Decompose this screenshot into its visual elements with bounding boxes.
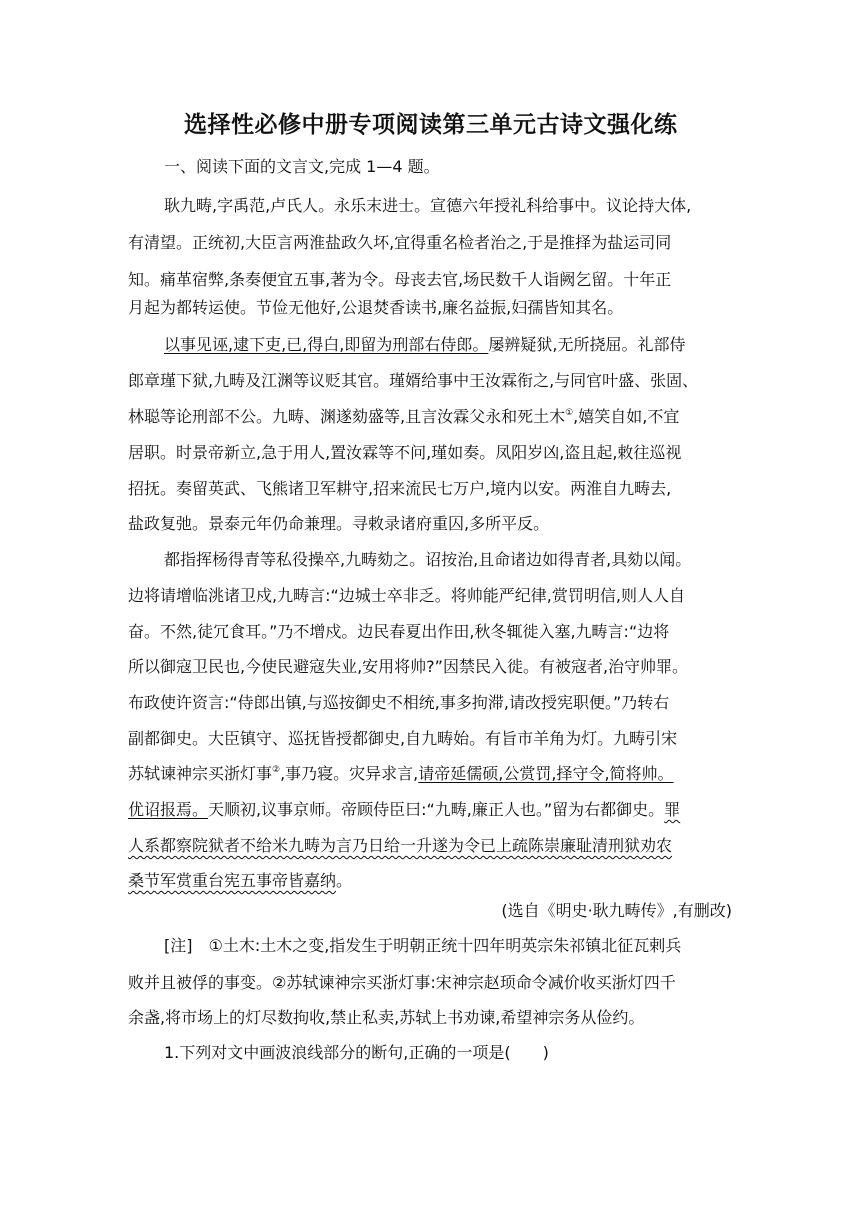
paragraph-1-line-3: 知。痛革宿弊,条奏便宜五事,著为令。母丧去官,场民数千人诣阙乞留。十年正	[128, 270, 672, 289]
text-run: 。	[336, 871, 353, 890]
source-citation: (选自《明史·耿九畴传》,有删改)	[501, 901, 732, 920]
notes-line-1: [注] ①土木:土木之变,指发生于明朝正统十四年明英宗朱祁镇北征瓦剌兵	[164, 936, 682, 955]
paragraph-3-line-3: 奋。不然,徒冗食耳。”乃不增戍。边民春夏出作田,秋冬辄徙入塞,九畴言:“边将	[128, 622, 670, 641]
wavy-underlined-passage-end: 桑节军赏重台宪五事帝皆嘉纳	[128, 871, 337, 890]
paragraph-3-line-4: 所以御寇卫民也,今使民避寇失业,安用将帅?”因禁民入徙。有被寇者,治守帅罪。	[128, 657, 689, 676]
text-run: ,事乃寝。灾异求言,	[280, 764, 419, 783]
paragraph-1-line-4: 月起为都转运使。节俭无他好,公退焚香读书,廉名益振,妇孺皆知其名。	[128, 298, 624, 317]
paragraph-2-line-1	[164, 335, 685, 355]
text-run: 天顺初,议事京师。帝顾侍臣曰:“九畴,廉正人也。”留为右都御史。	[208, 800, 665, 819]
text-run: 苏轼谏神宗买浙灯事	[128, 764, 273, 783]
paragraph-3-line-9	[128, 836, 672, 856]
paragraph-1-line-1: 耿九畴,字禹范,卢氏人。永乐末进士。宣德六年授礼科给事中。议论持大体,	[164, 196, 692, 215]
text-run: 屡辨疑狱,无所挠屈。礼部侍	[488, 335, 686, 354]
paragraph-3-line-6: 副都御史。大臣镇守、巡抚皆授都御史,自九畴始。有旨市羊角为灯。九畴引宋	[128, 729, 678, 748]
text-run: 林聪等论刑部不公。九畴、渊遂劾盛等,且言汝霖父永和死土木	[128, 407, 566, 426]
underlined-sentence-2: 请帝延儒硕,公赏罚,择守令,简将帅。	[418, 764, 674, 783]
paragraph-2-line-4: 居职。时景帝新立,急于用人,置汝霖等不问,瑾如奏。凤阳岁凶,盗且起,敕往巡视	[128, 443, 682, 462]
paragraph-3-line-1: 都指挥杨得青等私役操卒,九畴劾之。诏按治,且命诸边如得青者,具劾以闻。	[164, 550, 692, 569]
paragraph-3-line-2: 边将请增临洮诸卫戍,九畴言:“边城士卒非乏。将帅能严纪律,赏罚明信,则人人自	[128, 586, 685, 605]
underlined-sentence-2-end: 优诏报焉。	[128, 800, 209, 819]
document-title: 选择性必修中册专项阅读第三单元古诗文强化练	[184, 112, 678, 138]
footnote-marker-1: ①	[565, 408, 574, 418]
question-1: 1.下列对文中画波浪线部分的断句,正确的一项是( )	[164, 1043, 549, 1062]
section-heading: 一、阅读下面的文言文,完成 1—4 题。	[164, 157, 440, 176]
underlined-sentence-1: 以事见诬,逮下吏,已,得白,即留为刑部右侍郎。	[164, 335, 489, 354]
notes-line-2: 败并且被俘的事变。②苏轼谏神宗买浙灯事:宋神宗赵顼命令减价收买浙灯四千	[128, 973, 676, 992]
paragraph-2-line-5: 招抚。奏留英武、飞熊诸卫军耕守,招来流民七万户,境内以安。两淮自九畴去,	[128, 479, 672, 498]
paragraph-2-line-3	[128, 407, 679, 427]
paragraph-3-line-7	[128, 764, 674, 784]
paragraph-3-line-8	[128, 800, 680, 820]
wavy-underlined-passage: 人系都察院狱者不给米九畴为言乃日给一升遂为令已上疏陈崇廉耻清刑狱劝农	[128, 836, 673, 855]
paragraph-3-line-5: 布政使许资言:“侍郎出镇,与巡按御史不相统,事多拘滞,请改授宪职便。”乃转右	[128, 693, 670, 712]
wavy-underlined-passage-start: 罪	[664, 800, 681, 819]
paragraph-2-line-6: 盐政复弛。景泰元年仍命兼理。寻敕录诸府重囚,多所平反。	[128, 514, 550, 533]
footnote-marker-2: ②	[272, 765, 281, 775]
paragraph-1-line-2: 有清望。正统初,大臣言两淮盐政久坏,宜得重名检者治之,于是推择为盐运司同	[128, 233, 672, 252]
paragraph-3-line-10	[128, 871, 352, 891]
paragraph-2-line-2: 郎章瑾下狱,九畴及江渊等议贬其官。瑾婿给事中王汝霖衔之,与同官叶盛、张固、	[128, 371, 699, 390]
text-run: ,嬉笑自如,不宜	[573, 407, 680, 426]
notes-line-3: 余盏,将市场上的灯尽数拘收,禁止私卖,苏轼上书劝谏,希望神宗务从俭约。	[128, 1008, 645, 1027]
